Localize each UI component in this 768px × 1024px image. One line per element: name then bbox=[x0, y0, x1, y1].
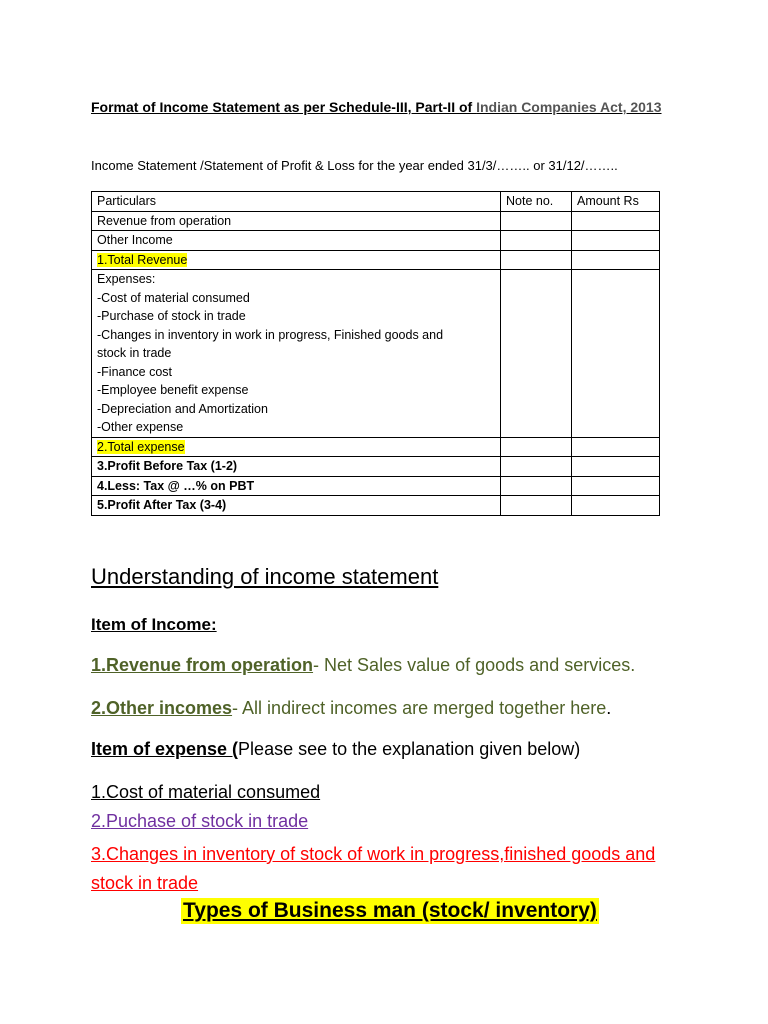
table-row bbox=[92, 437, 660, 457]
expense-line: -Other expense bbox=[97, 420, 184, 434]
section-title: Understanding of income statement bbox=[91, 564, 439, 589]
table-row bbox=[92, 457, 660, 477]
table-row bbox=[92, 231, 660, 251]
other-incomes-explanation bbox=[91, 698, 611, 719]
table-header-row bbox=[92, 192, 660, 212]
document-heading bbox=[91, 94, 671, 120]
expense-item-2: 2.Puchase of stock in trade bbox=[91, 811, 309, 831]
table-row bbox=[92, 496, 660, 516]
heading-part2: Indian Companies Act, 2013 bbox=[476, 99, 662, 115]
income-statement-table bbox=[91, 191, 660, 516]
expense-line: -Cost of material consumed bbox=[97, 290, 250, 305]
expense-item-3-line1: 3.Changes in inventory of stock of work in progress,finished goods and bbox=[91, 844, 656, 864]
row-other-income: Other Income bbox=[92, 231, 501, 251]
row-total-expense: 2.Total expense bbox=[97, 439, 185, 454]
table-row bbox=[92, 250, 660, 270]
expense-item-1: 1.Cost of material consumed bbox=[91, 782, 321, 802]
row-profit-before-tax: 3.Profit Before Tax (1-2) bbox=[92, 457, 501, 477]
row-profit-after-tax: 5.Profit After Tax (3-4) bbox=[92, 496, 501, 516]
expense-line: stock in trade bbox=[97, 346, 172, 360]
revenue-label: 1.Revenue from operation bbox=[91, 655, 314, 675]
types-of-business-man-heading: Types of Business man (stock/ inventory) bbox=[183, 899, 597, 922]
item-of-income-heading: Item of Income: bbox=[91, 615, 217, 634]
header-amount: Amount Rs bbox=[572, 192, 660, 212]
expense-item-3-line2: stock in trade bbox=[91, 873, 199, 893]
expense-line: -Depreciation and Amortization bbox=[97, 401, 268, 416]
header-note-no: Note no. bbox=[501, 192, 572, 212]
other-incomes-description: - All indirect incomes are merged together here bbox=[232, 698, 607, 718]
table-row-expenses bbox=[92, 270, 660, 438]
expenses-cell bbox=[92, 270, 501, 438]
revenue-description: - Net Sales value of goods and services. bbox=[313, 655, 636, 675]
table-row bbox=[92, 476, 660, 496]
item-of-expense-heading: Item of expense ( bbox=[91, 739, 239, 759]
expense-item-3 bbox=[91, 840, 711, 898]
header-particulars: Particulars bbox=[92, 192, 501, 212]
expense-line: -Purchase of stock in trade bbox=[97, 309, 246, 323]
item-of-expense-line bbox=[91, 739, 580, 760]
row-tax: 4.Less: Tax @ …% on PBT bbox=[92, 476, 501, 496]
item-of-expense-note: Please see to the explanation given below) bbox=[238, 739, 581, 759]
expense-line: -Changes in inventory in work in progress, Finished goods and bbox=[97, 327, 444, 342]
table-row bbox=[92, 211, 660, 231]
expenses-label: Expenses: bbox=[97, 272, 156, 286]
expense-line: -Employee benefit expense bbox=[97, 383, 249, 397]
row-total-revenue: 1.Total Revenue bbox=[97, 252, 188, 267]
other-incomes-label: 2.Other incomes bbox=[91, 698, 233, 718]
expense-line: -Finance cost bbox=[97, 364, 173, 379]
row-revenue-from-operation: Revenue from operation bbox=[92, 211, 501, 231]
heading-part1: Format of Income Statement as per Schedule-III, Part-II of bbox=[91, 99, 477, 115]
revenue-explanation bbox=[91, 655, 635, 676]
statement-subtitle: Income Statement /Statement of Profit & Loss for the year ended 31/3/…….. or 31/12/…….. bbox=[91, 158, 618, 173]
other-incomes-period: . bbox=[606, 698, 612, 718]
